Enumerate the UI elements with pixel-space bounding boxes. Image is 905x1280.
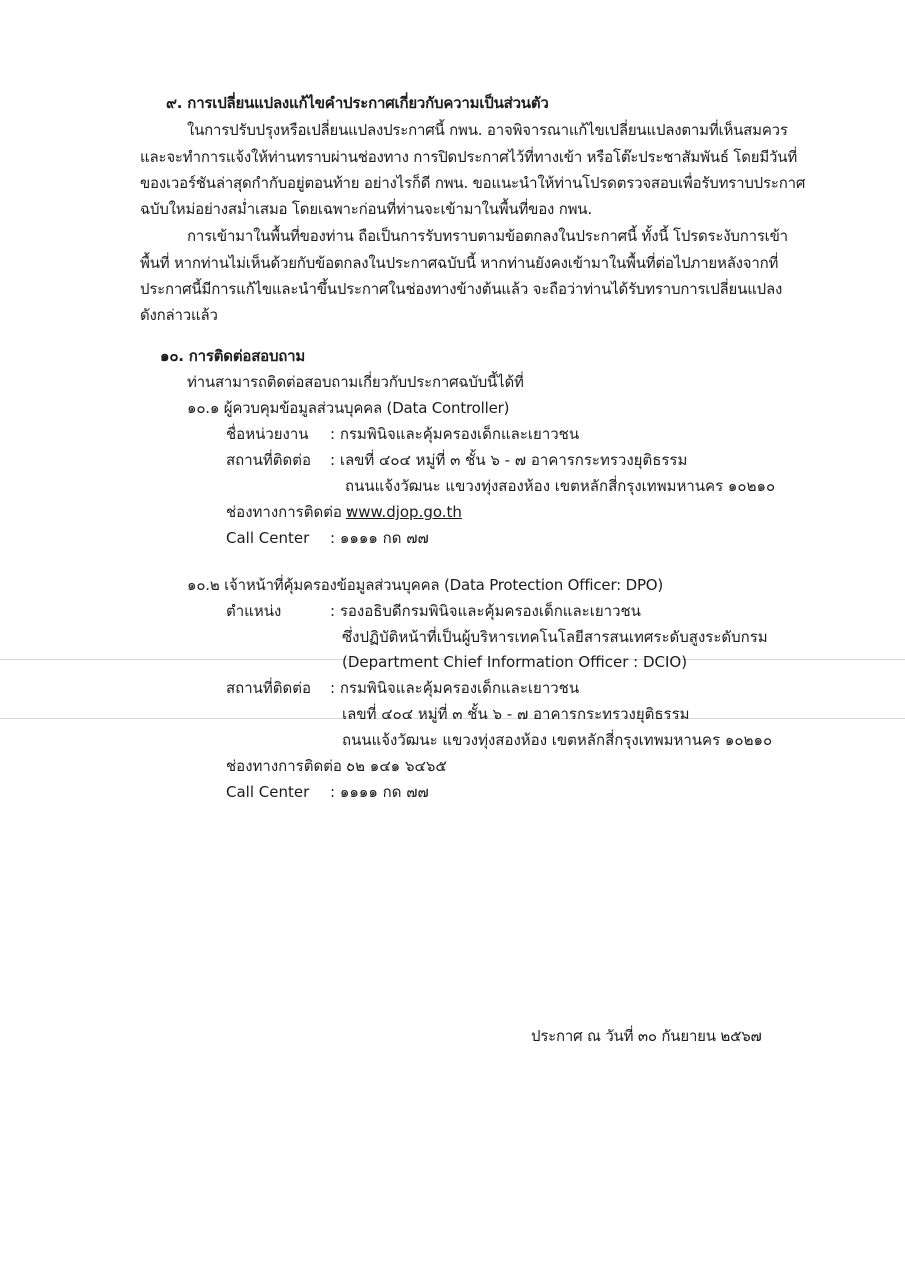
section-9-title: ๙. การเปลี่ยนแปลงแก้ไขคำประกาศเกี่ยวกับความเป็นส่วนตัว <box>166 94 549 112</box>
controller-agency-label: ชื่อหน่วยงาน <box>226 425 309 443</box>
dpo-address-line: ถนนแจ้งวัฒนะ แขวงทุ่งสองห้อง เขตหลักสี่กรุงเทพมหานคร ๑๐๒๑๐ <box>342 731 773 749</box>
controller-address-line: ถนนแจ้งวัฒนะ แขวงทุ่งสองห้อง เขตหลักสี่กรุงเทพมหานคร ๑๐๒๑๐ <box>345 477 776 495</box>
dpo-position-line: ซึ่งปฏิบัติหน้าที่เป็นผู้บริหารเทคโนโลยีสารสนเทศระดับสูงระดับกรม <box>342 628 768 646</box>
controller-agency-value: : กรมพินิจและคุ้มครองเด็กและเยาวชน <box>330 425 580 443</box>
dpo-channel-label: ช่องทางการติดต่อ : <box>226 757 352 775</box>
dpo-position-label: ตำแหน่ง <box>226 602 282 620</box>
section-9-p2-line: พื้นที่ หากท่านไม่เห็นด้วยกับข้อตกลงในประกาศฉบับนี้ หากท่านยังคงเข้ามาในพื้นที่ต่อไปภายหลังจากที่ <box>140 254 779 272</box>
controller-call-value: : ๑๑๑๑ กด ๗๗ <box>330 529 429 547</box>
section-9-p1-line: ในการปรับปรุงหรือเปลี่ยนแปลงประกาศนี้ กพน. อาจพิจารณาแก้ไขเปลี่ยนแปลงตามที่เห็นสมควร <box>187 121 788 139</box>
dpo-heading: ๑๐.๒ เจ้าหน้าที่คุ้มครองข้อมูลส่วนบุคคล (Data Protection Officer: DPO) <box>187 576 664 594</box>
section-9-p1-line: ของเวอร์ชันล่าสุดกำกับอยู่ตอนท้าย อย่างไรก็ดี กพน. ขอแนะนำให้ท่านโปรดตรวจสอบเพื่อรับทราบประกาศ <box>140 174 806 192</box>
controller-address-line: : เลขที่ ๔๐๔ หมู่ที่ ๓ ชั้น ๖ - ๗ อาคารกระทรวงยุติธรรม <box>330 451 688 469</box>
section-9-p2-line: ประกาศนี้มีการแก้ไขและนำขึ้นประกาศในช่องทางข้างต้นแล้ว จะถือว่าท่านได้รับทราบการเปลี่ยนแปลง <box>140 280 783 298</box>
controller-call-label: Call Center <box>226 529 310 547</box>
dpo-position-line: : รองอธิบดีกรมพินิจและคุ้มครองเด็กและเยาวชน <box>330 602 641 620</box>
controller-address-label: สถานที่ติดต่อ <box>226 451 312 469</box>
dpo-call-value: : ๑๑๑๑ กด ๗๗ <box>330 783 429 801</box>
section-10-intro: ท่านสามารถติดต่อสอบถามเกี่ยวกับประกาศฉบับนี้ได้ที่ <box>187 373 524 391</box>
controller-heading: ๑๐.๑ ผู้ควบคุมข้อมูลส่วนบุคคล (Data Controller) <box>187 399 510 417</box>
controller-website-link[interactable]: www.djop.go.th <box>346 503 462 521</box>
dpo-address-label: สถานที่ติดต่อ <box>226 679 312 697</box>
section-9-p1-line: และจะทำการแจ้งให้ท่านทราบผ่านช่องทาง การปิดประกาศไว้ที่ทางเข้า หรือโต๊ะประชาสัมพันธ์ โดยมีวันที่ <box>140 148 798 166</box>
dpo-address-line: : กรมพินิจและคุ้มครองเด็กและเยาวชน <box>330 679 580 697</box>
dpo-position-line: (Department Chief Information Officer : DCIO) <box>342 653 688 671</box>
dpo-call-label: Call Center <box>226 783 310 801</box>
section-9-p1-line: ฉบับใหม่อย่างสม่ำเสมอ โดยเฉพาะก่อนที่ท่านจะเข้ามาในพื้นที่ของ กพน. <box>140 200 592 218</box>
dpo-address-line: เลขที่ ๔๐๔ หมู่ที่ ๓ ชั้น ๖ - ๗ อาคารกระทรวงยุติธรรม <box>342 705 690 723</box>
dpo-phone-value: ๐๒ ๑๔๑ ๖๔๖๕ <box>346 757 447 775</box>
section-9-p2-line: การเข้ามาในพื้นที่ของท่าน ถือเป็นการรับทราบตามข้อตกลงในประกาศนี้ ทั้งนี้ โปรดระงับการเข้า <box>187 227 788 245</box>
section-10-title: ๑๐. การติดต่อสอบถาม <box>160 347 306 365</box>
announcement-date: ประกาศ ณ วันที่ ๓๐ กันยายน ๒๕๖๗ <box>531 1027 762 1045</box>
section-9-p2-line: ดังกล่าวแล้ว <box>140 306 218 324</box>
controller-channel-label: ช่องทางการติดต่อ : <box>226 503 352 521</box>
